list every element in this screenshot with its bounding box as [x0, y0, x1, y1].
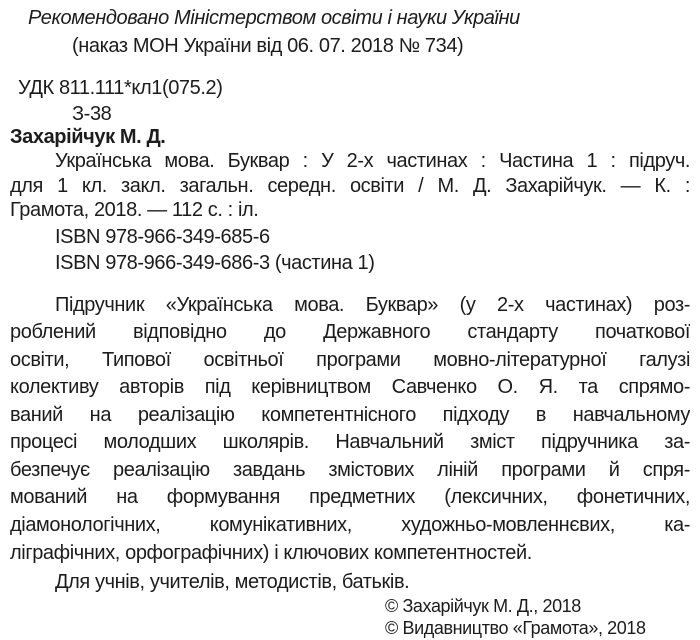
approval-line-1: Рекомендовано Міністерством освіти і науки України	[28, 7, 520, 29]
annotation-line: ліграфічних, орфографічних) і ключових компетентностей.	[10, 542, 532, 564]
annotation-line: безпечує реалізацію завдань змістових ліній програми й спря-	[10, 459, 690, 481]
annotation-line: Підручник «Українська мова. Буквар» (у 2-х частинах) роз-	[55, 294, 690, 316]
udc-code: УДК 811.111*кл1(075.2)	[18, 77, 223, 99]
isbn-line: ISBN 978-966-349-686-3 (частина 1)	[55, 252, 375, 274]
author-name: Захарійчук М. Д.	[10, 126, 166, 148]
isbn-line: ISBN 978-966-349-685-6	[55, 226, 270, 248]
annotation-line: роблений відповідно до Державного стандарту початкової	[10, 321, 690, 343]
audience-line: Для учнів, учителів, методистів, батьків.	[55, 571, 410, 593]
annotation-line: процесі молодших школярів. Навчальний зміст підручника за-	[10, 431, 690, 453]
annotation-line: мований на формування предметних (лексичних, фонетичних,	[10, 486, 690, 508]
bibliographic-line: Українська мова. Буквар : У 2-х частинах : Частина 1 : підруч.	[55, 150, 690, 172]
copyright-author: © Захарійчук М. Д., 2018	[385, 596, 581, 616]
annotation-line: діамонологічних, комунікативних, художньо-мовленнєвих, ка-	[10, 514, 690, 536]
annotation-line: колективу авторів під керівництвом Савченко О. Я. та спрямо-	[10, 376, 690, 398]
bibliographic-line: для 1 кл. закл. загальн. середн. освіти / М. Д. Захарійчук. — К. :	[10, 175, 690, 197]
copyright-publisher: © Видавництво «Грамота», 2018	[385, 618, 646, 638]
bibliographic-line: Грамота, 2018. — 112 с. : іл.	[10, 199, 259, 221]
author-code: З-38	[72, 103, 112, 125]
approval-line-2: (наказ МОН України від 06. 07. 2018 № 734)	[72, 35, 464, 57]
annotation-line: ваний на реалізацію компетентнісного підходу в навчальному	[10, 404, 690, 426]
annotation-line: освіти, Типової освітньої програми мовно-літературної галузі	[10, 349, 690, 371]
